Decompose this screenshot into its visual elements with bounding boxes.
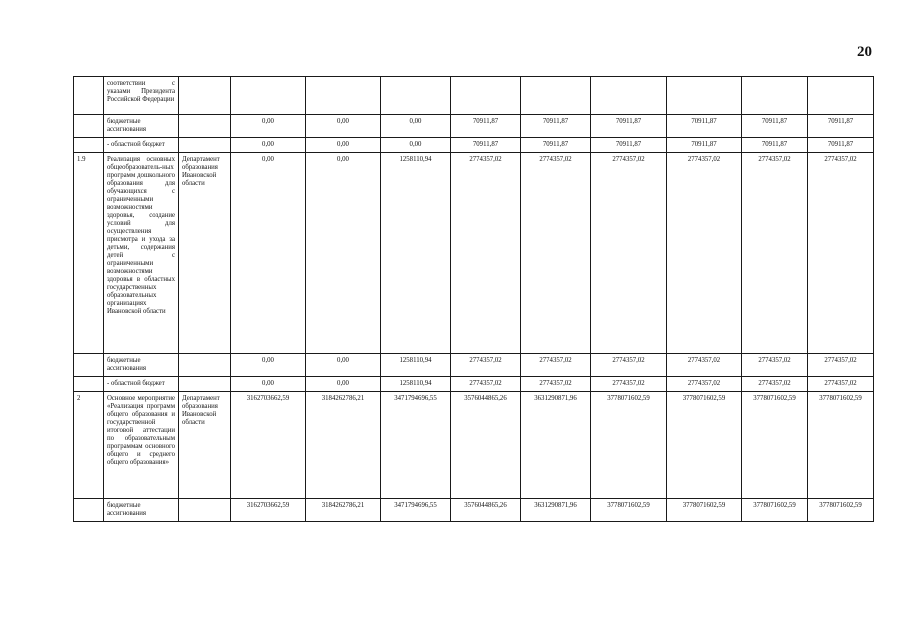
value-cell: 2774357,02 (742, 153, 808, 354)
value-cell: 0,00 (231, 115, 306, 138)
value-cell: 70911,87 (667, 138, 742, 153)
value-cell: 70911,87 (521, 115, 591, 138)
row-department-cell (179, 377, 231, 392)
value-cell: 0,00 (306, 377, 381, 392)
row-department-cell (179, 138, 231, 153)
value-cell: 3631290871,96 (521, 499, 591, 522)
table-row (74, 115, 874, 138)
value-cell: 2774357,02 (591, 153, 667, 354)
value-cell: 70911,87 (667, 115, 742, 138)
value-cell: 3631290871,96 (521, 392, 591, 499)
value-cell: 0,00 (381, 115, 451, 138)
row-department-cell (179, 499, 231, 522)
value-cell: 2774357,02 (521, 354, 591, 377)
value-cell: 2774357,02 (451, 153, 521, 354)
value-cell: 2774357,02 (521, 377, 591, 392)
value-cell: 2774357,02 (451, 377, 521, 392)
row-name-cell: бюджетные ассигнования (104, 115, 179, 138)
value-cell: 3778071602,59 (742, 392, 808, 499)
value-cell: 70911,87 (451, 138, 521, 153)
row-name-cell: Основное мероприятие «Реализация программ общего образования и государственной итоговой аттестации по образовательным программам основного общего и среднего общего образования» (104, 392, 179, 499)
value-cell: 2774357,02 (808, 354, 874, 377)
value-cell: 70911,87 (521, 138, 591, 153)
row-name-cell: бюджетные ассигнования (104, 354, 179, 377)
value-cell: 0,00 (306, 138, 381, 153)
row-name-cell: - областной бюджет (104, 377, 179, 392)
table-row (74, 499, 874, 522)
row-department-cell (179, 77, 231, 115)
value-cell: 70911,87 (808, 115, 874, 138)
value-cell: 0,00 (231, 354, 306, 377)
value-cell: 3471794696,55 (381, 392, 451, 499)
value-cell: 0,00 (306, 115, 381, 138)
value-cell: 2774357,02 (591, 354, 667, 377)
row-number-cell: 2 (74, 392, 104, 499)
value-cell: 1258110,94 (381, 377, 451, 392)
value-cell: 70911,87 (451, 115, 521, 138)
value-cell: 0,00 (231, 138, 306, 153)
value-cell (451, 77, 521, 115)
row-name-cell: соответствии с указами Президента Российской Федерации (104, 77, 179, 115)
row-department-cell: Департамент образования Ивановской области (179, 153, 231, 354)
value-cell: 2774357,02 (667, 153, 742, 354)
row-department-cell (179, 115, 231, 138)
value-cell: 3778071602,59 (667, 392, 742, 499)
value-cell: 0,00 (306, 153, 381, 354)
value-cell: 3576044865,26 (451, 392, 521, 499)
value-cell: 70911,87 (591, 115, 667, 138)
value-cell: 0,00 (306, 354, 381, 377)
row-number-cell (74, 354, 104, 377)
value-cell: 0,00 (231, 377, 306, 392)
value-cell: 70911,87 (742, 138, 808, 153)
table-row (74, 138, 874, 153)
value-cell (381, 77, 451, 115)
row-name-cell: бюджетные ассигнования (104, 499, 179, 522)
value-cell: 3162703662,59 (231, 499, 306, 522)
table-row (74, 153, 874, 354)
budget-table (73, 76, 874, 522)
row-number-cell (74, 138, 104, 153)
value-cell: 3184262786,21 (306, 392, 381, 499)
value-cell: 70911,87 (591, 138, 667, 153)
value-cell: 70911,87 (808, 138, 874, 153)
value-cell: 3471794696,55 (381, 499, 451, 522)
value-cell (306, 77, 381, 115)
table-row (74, 77, 874, 115)
value-cell: 2774357,02 (451, 354, 521, 377)
value-cell: 3162703662,59 (231, 392, 306, 499)
row-name-cell: Реализация основных общеобразователь-ных программ дошкольного образования для обучающихся с ограниченными возможностями здоровья, создание условий для осуществления присмотра и ухода за детьми, содержания детей с ограниченными возможностями здоровья в областных государственных образовательных организациях Ивановской области (104, 153, 179, 354)
row-department-cell (179, 354, 231, 377)
table-row (74, 354, 874, 377)
value-cell: 70911,87 (742, 115, 808, 138)
value-cell: 3184262786,21 (306, 499, 381, 522)
row-number-cell (74, 377, 104, 392)
row-department-cell: Департамент образования Ивановской области (179, 392, 231, 499)
value-cell: 3778071602,59 (667, 499, 742, 522)
value-cell: 3778071602,59 (808, 392, 874, 499)
value-cell: 0,00 (381, 138, 451, 153)
value-cell: 3778071602,59 (591, 499, 667, 522)
value-cell: 3778071602,59 (591, 392, 667, 499)
value-cell: 2774357,02 (521, 153, 591, 354)
table-row (74, 392, 874, 499)
value-cell (742, 77, 808, 115)
value-cell: 2774357,02 (742, 377, 808, 392)
value-cell: 1258110,94 (381, 354, 451, 377)
value-cell: 2774357,02 (667, 354, 742, 377)
value-cell: 3778071602,59 (742, 499, 808, 522)
value-cell (667, 77, 742, 115)
value-cell: 1258110,94 (381, 153, 451, 354)
value-cell: 2774357,02 (667, 377, 742, 392)
value-cell: 3576044865,26 (451, 499, 521, 522)
value-cell (591, 77, 667, 115)
row-name-cell: - областной бюджет (104, 138, 179, 153)
row-number-cell: 1.9 (74, 153, 104, 354)
value-cell: 0,00 (231, 153, 306, 354)
row-number-cell (74, 77, 104, 115)
value-cell (231, 77, 306, 115)
table-row (74, 377, 874, 392)
value-cell: 2774357,02 (808, 377, 874, 392)
row-number-cell (74, 499, 104, 522)
value-cell (521, 77, 591, 115)
value-cell: 3778071602,59 (808, 499, 874, 522)
page-number: 20 (857, 44, 872, 60)
value-cell (808, 77, 874, 115)
row-number-cell (74, 115, 104, 138)
value-cell: 2774357,02 (808, 153, 874, 354)
value-cell: 2774357,02 (591, 377, 667, 392)
value-cell: 2774357,02 (742, 354, 808, 377)
